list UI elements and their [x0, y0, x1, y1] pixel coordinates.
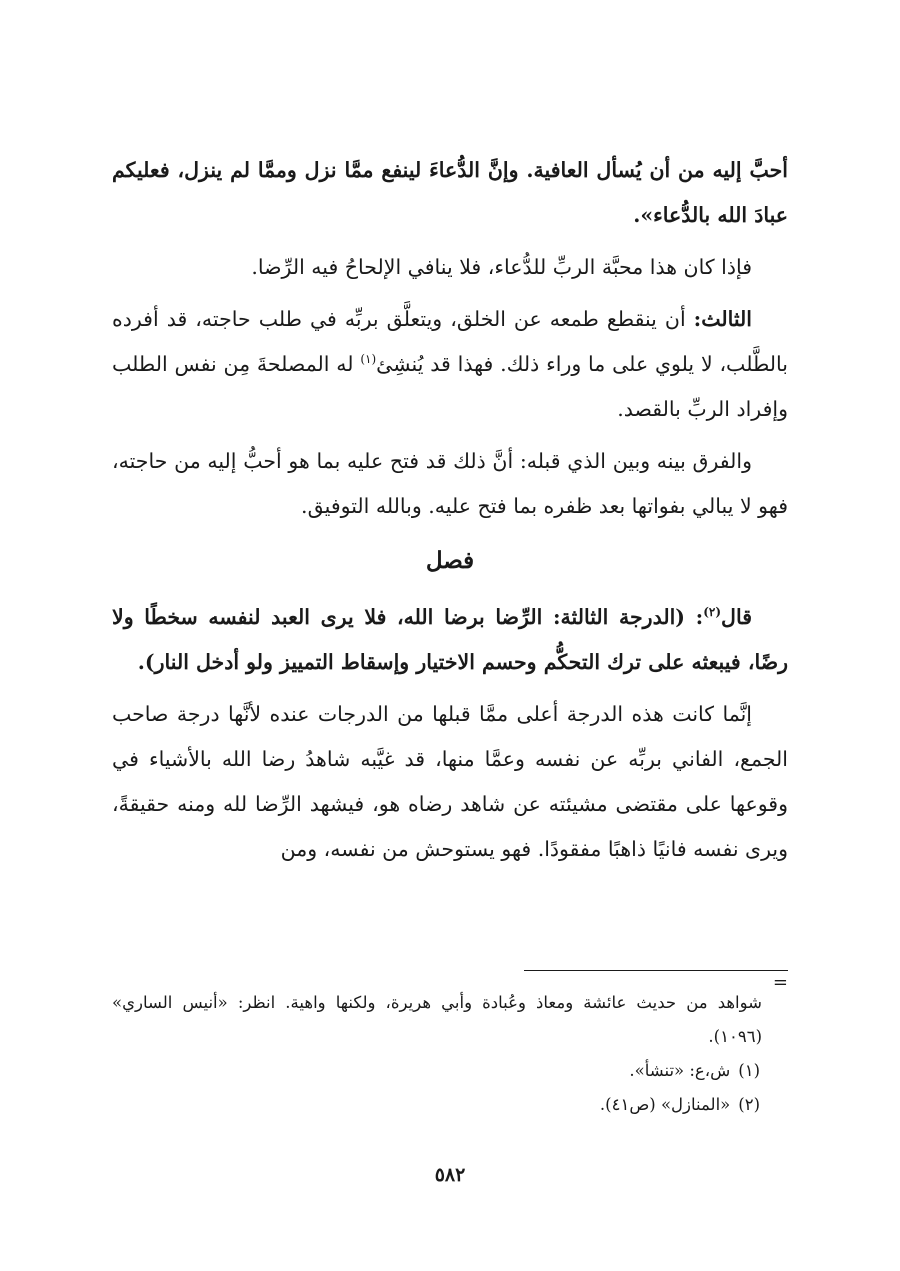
paragraph-5-lead: قال: [721, 605, 752, 629]
paragraph-2: [112, 245, 788, 290]
paragraph-5-quote: [112, 595, 788, 685]
paragraph-3-lead: الثالث:: [693, 307, 752, 331]
paragraph-3: [112, 297, 788, 432]
paragraph-2-text: فإذا كان هذا محبَّة الربِّ للدُّعاء، فلا ينافي الإلحاحُ فيه الرِّضا.: [251, 255, 752, 279]
paragraph-6: [112, 692, 788, 872]
footnotes: [112, 986, 788, 1122]
footnote-2-number: (٢): [738, 1095, 760, 1114]
section-heading: فصل: [425, 547, 475, 574]
paragraph-5-text: : (الدرجة الثالثة: الرِّضا برضا الله، فلا يرى العبد لنفسه سخطًا ولا رضًا، فيبعثه على ترك التحكُّم وحسم الاختيار وإسقاط التمييز ولو أدخل النار).: [112, 605, 788, 674]
footnote-continuation: شواهد من حديث عائشة ومعاذ وعُبادة وأبي هريرة، ولكنها واهية. انظر: «أنيس الساري» (١٠٩٦).: [112, 993, 762, 1046]
paragraph-1: [112, 148, 788, 238]
page-number: ٥٨٢: [434, 1164, 466, 1186]
footnote-2-text: «المنازل» (ص٤١).: [599, 1095, 731, 1114]
footnote-1-number: (١): [738, 1061, 760, 1080]
paragraph-6-text: إنَّما كانت هذه الدرجة أعلى ممَّا قبلها من الدرجات عنده لأنَّها درجة صاحب الجمع، الفاني بربِّه عن نفسه وعمَّا منها، قد غيَّبه شاهدُ رضا الله بالأشياء في وقوعها على مقتضى مشيئته عن شاهد رضاه هو، فيشهد الرِّضا لله ومنه حقيقةً، ويرى نفسه فانيًا ذاهبًا مفقودًا. فهو يستوحش من نفسه، ومن: [112, 702, 788, 861]
paragraph-3-text-b: له المصلحةَ مِن نفس الطلب وإفراد الربِّ بالقصد.: [112, 352, 788, 421]
footnote-2: [112, 1088, 788, 1122]
footnote-ref-2: (٢): [703, 605, 722, 620]
paragraph-3-text-a: أن ينقطع طمعه عن الخلق، ويتعلَّق بربِّه في طلب حاجته، قد أفرده بالطَّلب، لا يلوي على ما وراء ذلك. فهذا قد يُنشِئ: [112, 307, 788, 376]
footnote-1: [112, 1054, 788, 1088]
footnote-separator: [524, 970, 788, 971]
footnote-ref-1: (١): [360, 352, 377, 367]
paragraph-4: [112, 439, 788, 529]
footnote-1-text: ش،ع: «تنشأ».: [629, 1061, 731, 1080]
page-content: [112, 148, 788, 1228]
paragraph-4-text: والفرق بينه وبين الذي قبله: أنَّ ذلك قد فتح عليه بما هو أحبُّ إليه من حاجته، فهو لا يبالي بفواتها بعد ظفره بما فتح عليه. وبالله التوفيق.: [112, 449, 788, 518]
footnote-continuation-mark: =: [772, 972, 788, 993]
paragraph-1-text: أحبَّ إليه من أن يُسأل العافية. وإنَّ الدُّعاءَ لينفع ممَّا نزل وممَّا لم ينزل، فعليكم عبادَ الله بالدُّعاء».: [112, 158, 788, 227]
